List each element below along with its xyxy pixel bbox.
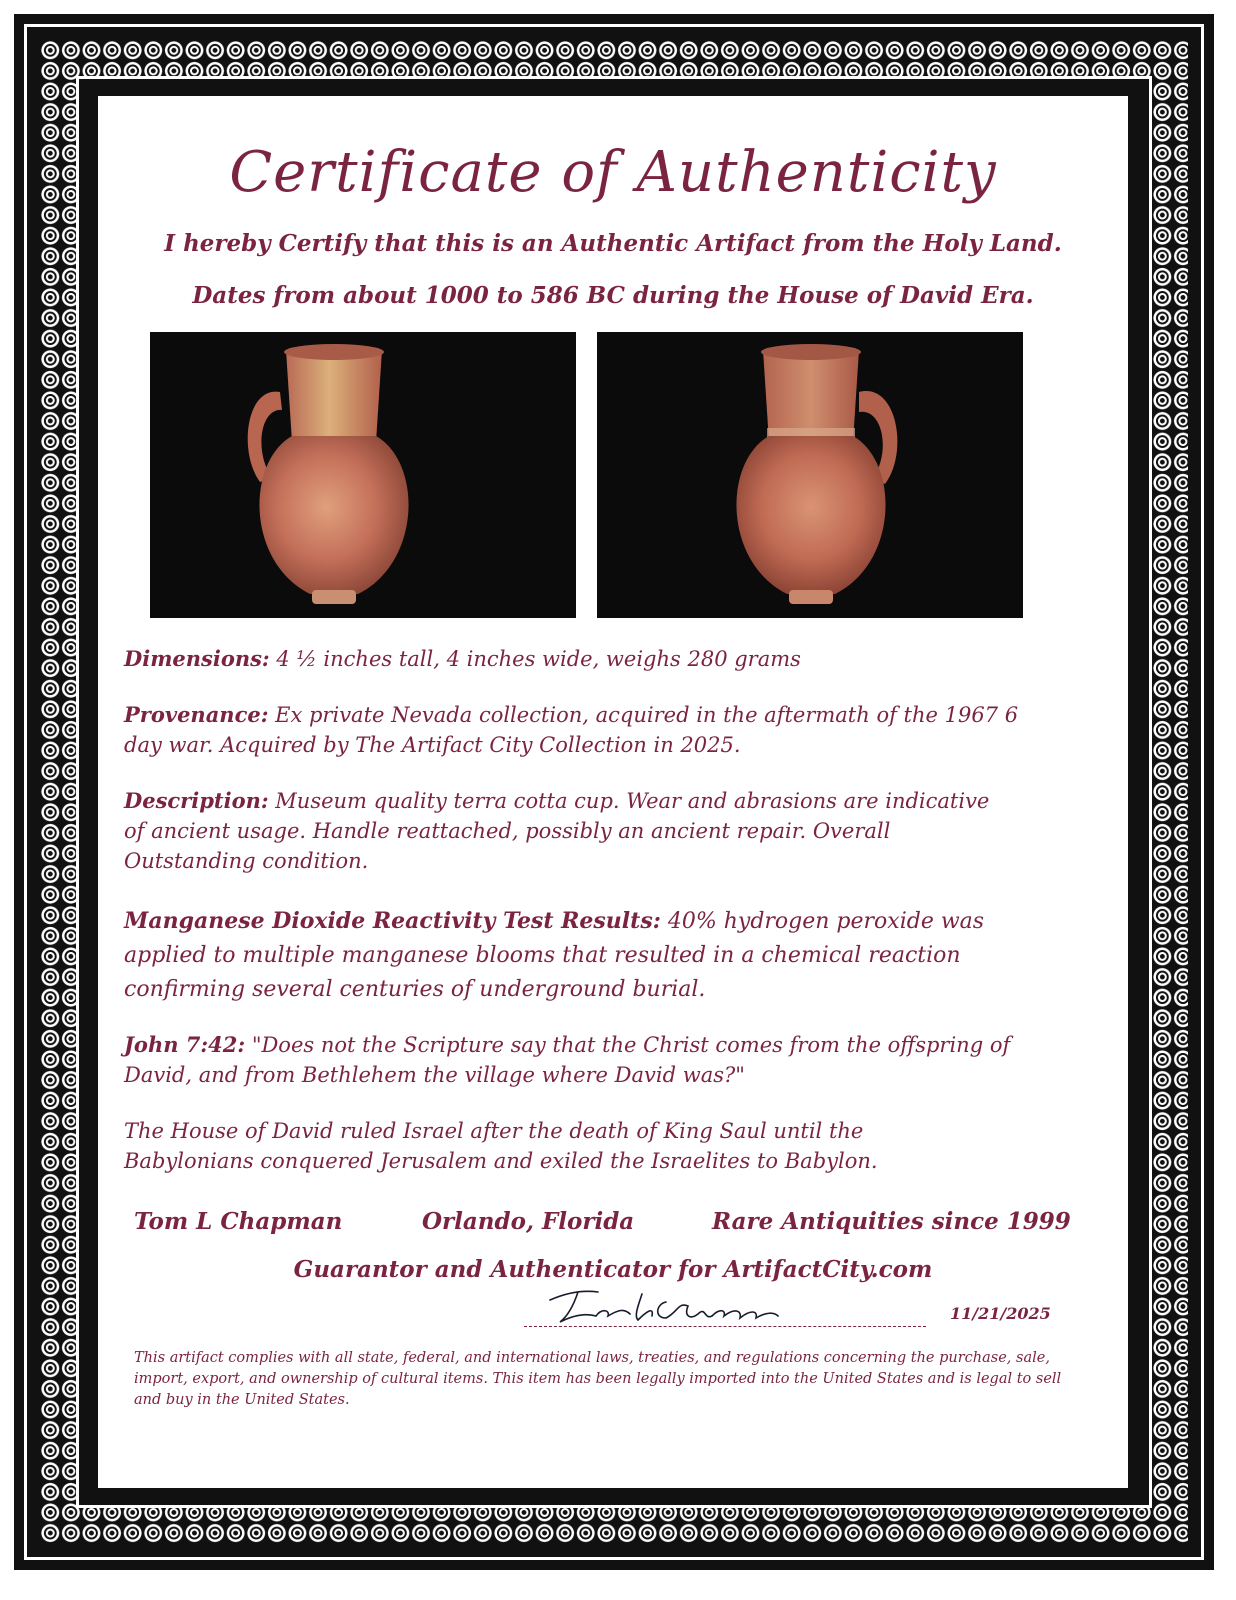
artifact-photo-left [150, 332, 576, 618]
terracotta-cup-left-view-icon [150, 332, 576, 618]
dimensions-text: 4 ½ inches tall, 4 inches wide, weighs 280 grams [269, 647, 801, 671]
certify-line: I hereby Certify that this is an Authentic Artifact from the Holy Land. [164, 230, 1062, 257]
signer-name: Tom L Chapman [134, 1208, 343, 1235]
guarantor-line: Guarantor and Authenticator for ArtifactCity.com [293, 1256, 933, 1283]
provenance-label: Provenance: [124, 702, 269, 727]
dimensions-paragraph [124, 644, 1104, 674]
history-paragraph: The House of David ruled Israel after the death of King Saul until the Babylonians conquered Jerusalem and exiled the Israelites to Babylon. [124, 1119, 878, 1173]
certificate-body [98, 96, 1128, 1488]
signed-date: 11/21/2025 [950, 1304, 1051, 1323]
signer-location: Orlando, Florida [422, 1208, 635, 1235]
dimensions-label: Dimensions: [124, 646, 270, 671]
manganese-label: Manganese Dioxide Reactivity Test Results: [124, 908, 661, 934]
provenance-text: Ex private Nevada collection, acquired in the aftermath of the 1967 6 day war. Acquired by The Artifact City Collection in 2025. [124, 703, 1019, 757]
handwritten-signature-icon [538, 1282, 798, 1328]
description-text: Museum quality terra cotta cup. Wear and abrasions are indicative of ancient usage. Handle reattached, possibly an ancient repair. Overall Outstanding condition. [124, 789, 990, 873]
scripture-text: "Does not the Scripture say that the Christ comes from the offspring of David, and from Bethlehem the village where David was?" [124, 1033, 1011, 1087]
manganese-text: 40% hydrogen peroxide was applied to multiple manganese blooms that resulted in a chemical reaction confirming several centuries of underground burial. [124, 909, 985, 1002]
terracotta-cup-right-view-icon [597, 332, 1023, 618]
rare-antiquities-since: Rare Antiquities since 1999 [712, 1208, 1071, 1235]
scripture-label: John 7:42: [124, 1032, 246, 1057]
certificate-title: Certificate of Authenticity [229, 140, 997, 205]
scripture-paragraph [124, 1030, 1044, 1090]
signature-line [524, 1326, 926, 1327]
artifact-photo-right [597, 332, 1023, 618]
description-label: Description: [124, 788, 269, 813]
legal-disclaimer: This artifact complies with all state, federal, and international laws, treaties, and regulations concerning the purchase, sale, import, export, and ownership of cultural items. This item has been legally imported into the United States and is legal to sell and buy in the United States. [134, 1350, 1062, 1408]
description-paragraph [124, 786, 1004, 876]
date-line: Dates from about 1000 to 586 BC during the House of David Era. [192, 282, 1034, 309]
provenance-paragraph [124, 700, 1024, 760]
manganese-paragraph [124, 904, 1064, 1007]
